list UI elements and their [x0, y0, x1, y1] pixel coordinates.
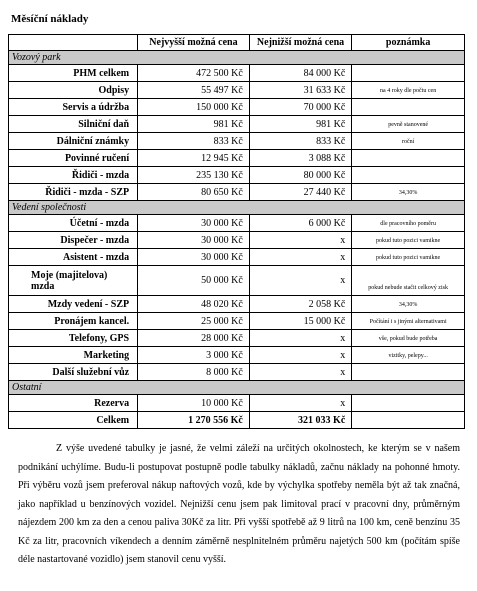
- row-label: Povinné ručení: [9, 150, 138, 167]
- body-paragraph: Z výše uvedené tabulky je jasné, že velmi záleží na určitých okolnostech, ke kterým se v našem podnikání uchýlíme. Budu-li postupovat postupně podle tabulky nákladů, začnu náklady na pohonné hmoty. Při výběru vozů jsem preferoval nákup naftových vozů, kde by výchylka spotřeby neměla být až tak značná, jako například u benzínových vozidel. Nejnižší cenu jsem pak limitoval prací v pracovní dny, průměrným nájezdem 200 km za den a cenou paliva 30Kč za litr. Při vyšší spotřebě až 9 litrů na 100 km, ceně benzínu 35 Kč za litr, pracovních víkendech a denním záměrně nesplnitelném průměru najetých 500 km (počítám spíše déle nastartované vozidlo) jsem stanovil cenu vyšší.: [18, 443, 460, 565]
- max-price-cell: 10 000 Kč: [138, 395, 250, 412]
- table-row: [9, 347, 465, 364]
- min-price-cell: 981 Kč: [249, 116, 351, 133]
- row-label: Asistent - mzda: [9, 249, 138, 266]
- max-price-cell: 150 000 Kč: [138, 99, 250, 116]
- table-row: [9, 296, 465, 313]
- min-price-cell: x: [249, 330, 351, 347]
- total-min-cell: 321 033 Kč: [249, 412, 351, 429]
- max-price-cell: 3 000 Kč: [138, 347, 250, 364]
- min-price-cell: 70 000 Kč: [249, 99, 351, 116]
- row-label: Odpisy: [9, 82, 138, 99]
- header-cell-max: Nejvyšší možná cena: [138, 35, 250, 51]
- table-row: [9, 232, 465, 249]
- costs-table: [8, 34, 465, 429]
- max-price-cell: 55 497 Kč: [138, 82, 250, 99]
- note-cell: pevně stanovené: [352, 116, 465, 133]
- row-label: Telefony, GPS: [9, 330, 138, 347]
- min-price-cell: 2 058 Kč: [249, 296, 351, 313]
- row-label: Pronájem kancel.: [9, 313, 138, 330]
- row-label: Řidiči - mzda: [9, 167, 138, 184]
- max-price-cell: 25 000 Kč: [138, 313, 250, 330]
- row-label: Silniční daň: [9, 116, 138, 133]
- table-row: [9, 150, 465, 167]
- row-label: Moje (majitelova) mzda: [9, 266, 138, 296]
- min-price-cell: 6 000 Kč: [249, 215, 351, 232]
- min-price-cell: 27 440 Kč: [249, 184, 351, 201]
- min-price-cell: x: [249, 364, 351, 381]
- note-cell: roční: [352, 133, 465, 150]
- section-label: Vozový park: [9, 51, 465, 65]
- max-price-cell: 981 Kč: [138, 116, 250, 133]
- table-row: [9, 167, 465, 184]
- note-cell: [352, 150, 465, 167]
- section-row: [9, 51, 465, 65]
- note-cell: 34,30%: [352, 296, 465, 313]
- row-label: PHM celkem: [9, 65, 138, 82]
- row-label: Dispečer - mzda: [9, 232, 138, 249]
- table-row: [9, 364, 465, 381]
- row-label: Účetní - mzda: [9, 215, 138, 232]
- page-title: Měsíční náklady: [11, 13, 89, 25]
- row-label: Dálniční známky: [9, 133, 138, 150]
- min-price-cell: 3 088 Kč: [249, 150, 351, 167]
- table-row: [9, 133, 465, 150]
- table-row: [9, 266, 465, 296]
- total-row: [9, 412, 465, 429]
- max-price-cell: 30 000 Kč: [138, 249, 250, 266]
- row-label: Marketing: [9, 347, 138, 364]
- max-price-cell: 48 020 Kč: [138, 296, 250, 313]
- note-cell: vše, pokud bude potřeba: [352, 330, 465, 347]
- max-price-cell: 30 000 Kč: [138, 232, 250, 249]
- min-price-cell: x: [249, 232, 351, 249]
- table-row: [9, 330, 465, 347]
- row-label: Další služební vůz: [9, 364, 138, 381]
- table-body: [9, 51, 465, 429]
- min-price-cell: 84 000 Kč: [249, 65, 351, 82]
- min-price-cell: x: [249, 395, 351, 412]
- min-price-cell: 31 633 Kč: [249, 82, 351, 99]
- note-cell: pokud tuto pozici vamikne: [352, 249, 465, 266]
- section-label: Vedení společnosti: [9, 201, 465, 215]
- row-label: Řidiči - mzda - SZP: [9, 184, 138, 201]
- row-label: Rezerva: [9, 395, 138, 412]
- min-price-cell: x: [249, 249, 351, 266]
- section-label: Ostatní: [9, 381, 465, 395]
- note-cell: vizitky, pelepy...: [352, 347, 465, 364]
- table-row: [9, 395, 465, 412]
- note-cell: dle pracovního poměru: [352, 215, 465, 232]
- min-price-cell: x: [249, 266, 351, 296]
- total-max-cell: 1 270 556 Kč: [138, 412, 250, 429]
- note-cell: [352, 167, 465, 184]
- min-price-cell: 833 Kč: [249, 133, 351, 150]
- total-note-cell: [352, 412, 465, 429]
- max-price-cell: 28 000 Kč: [138, 330, 250, 347]
- table-row: [9, 116, 465, 133]
- note-cell: [352, 364, 465, 381]
- table-row: [9, 82, 465, 99]
- max-price-cell: 30 000 Kč: [138, 215, 250, 232]
- header-row: [9, 35, 465, 51]
- note-cell: 34,30%: [352, 184, 465, 201]
- table-row: [9, 313, 465, 330]
- min-price-cell: 15 000 Kč: [249, 313, 351, 330]
- section-row: [9, 381, 465, 395]
- header-cell-note: poznámka: [352, 35, 465, 51]
- section-row: [9, 201, 465, 215]
- max-price-cell: 12 945 Kč: [138, 150, 250, 167]
- note-cell: [352, 65, 465, 82]
- min-price-cell: 80 000 Kč: [249, 167, 351, 184]
- table-row: [9, 65, 465, 82]
- row-label: Servis a údržba: [9, 99, 138, 116]
- min-price-cell: x: [249, 347, 351, 364]
- table-row: [9, 184, 465, 201]
- header-cell-label: [9, 35, 138, 51]
- max-price-cell: 80 650 Kč: [138, 184, 250, 201]
- note-cell: pokud tuto pozici vamikne: [352, 232, 465, 249]
- max-price-cell: 50 000 Kč: [138, 266, 250, 296]
- max-price-cell: 8 000 Kč: [138, 364, 250, 381]
- note-cell: Počítání i s jinými alternativami: [352, 313, 465, 330]
- note-cell: na 4 roky dle počtu cen: [352, 82, 465, 99]
- total-label: Celkem: [9, 412, 138, 429]
- max-price-cell: 472 500 Kč: [138, 65, 250, 82]
- max-price-cell: 833 Kč: [138, 133, 250, 150]
- note-cell: [352, 395, 465, 412]
- table-row: [9, 215, 465, 232]
- table-row: [9, 99, 465, 116]
- note-cell: [352, 99, 465, 116]
- row-label: Mzdy vedení - SZP: [9, 296, 138, 313]
- note-cell: pokud nebude stačit celkový zisk: [352, 266, 465, 296]
- max-price-cell: 235 130 Kč: [138, 167, 250, 184]
- header-cell-min: Nejnižší možná cena: [249, 35, 351, 51]
- table-row: [9, 249, 465, 266]
